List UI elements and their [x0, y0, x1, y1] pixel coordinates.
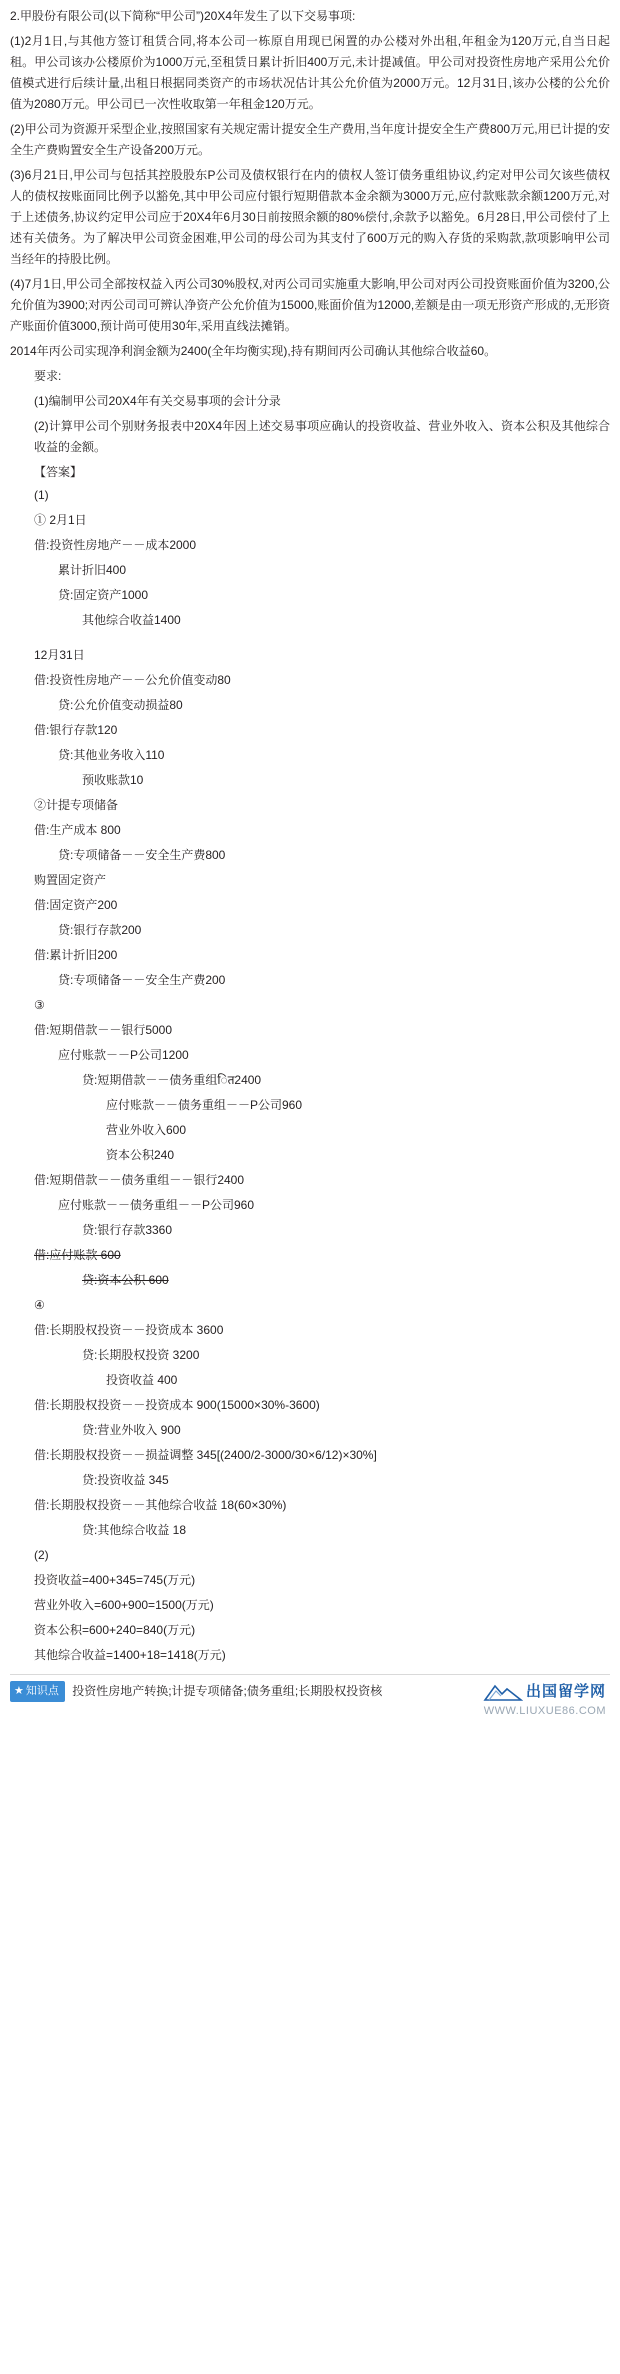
answer-line: 预收账款10	[82, 773, 144, 787]
answer-line: 贷:公允价值变动损益80	[58, 698, 183, 712]
question-body	[10, 6, 610, 458]
spacer	[10, 635, 610, 645]
mountain-logo-icon	[483, 1680, 523, 1705]
answer-line: ③	[34, 998, 45, 1012]
answer-line: 借:投资性房地产－－公允价值变动80	[34, 673, 231, 687]
answer-line: ④	[34, 1298, 45, 1312]
requirement-item: (1)编制甲公司20X4年有关交易事项的会计分录	[34, 394, 281, 408]
answer-line: 借:长期股权投资－－其他综合收益 18(60×30%)	[34, 1498, 287, 1512]
answer-line: (1)	[34, 488, 49, 502]
answer-line-struck: 贷:资本公积 600	[82, 1273, 169, 1287]
answer-body	[10, 485, 610, 1666]
answer-line: 贷:银行存款200	[58, 923, 142, 937]
answer-line: 营业外收入=600+900=1500(万元)	[34, 1598, 214, 1612]
answer-line: 营业外收入600	[106, 1123, 187, 1137]
answer-line: 借:累计折旧200	[34, 948, 118, 962]
badge-label: 知识点	[25, 1685, 59, 1698]
watermark-site-name: 出国留学网	[525, 1682, 606, 1700]
answer-line: 贷:专项储备－－安全生产费800	[58, 848, 226, 862]
answer-line: 借:短期借款－－债务重组－－银行2400	[34, 1173, 245, 1187]
question-paragraph: (2)甲公司为资源开采型企业,按照国家有关规定需计提安全生产费用,当年度计提安全生产费800万元,用已计提的安全生产费购置安全生产设备200万元。	[10, 122, 610, 157]
answer-line: 贷:投资收益 345	[82, 1473, 169, 1487]
answer-line: 应付账款－－债务重组－－P公司960	[58, 1198, 255, 1212]
answer-line: 贷:专项储备－－安全生产费200	[58, 973, 226, 987]
answer-line: 借:生产成本 800	[34, 823, 121, 837]
answer-line: 借:长期股权投资－－损益调整 345[(2400/2-3000/30×6/12)×30%]	[34, 1448, 377, 1462]
answer-line: 贷:短期借款－－债务重组ित2400	[82, 1073, 262, 1087]
answer-line: (2)	[34, 1548, 49, 1562]
answer-line: 借:投资性房地产－－成本2000	[34, 538, 197, 552]
knowledge-point-footer	[10, 1674, 610, 1719]
answer-line: 资本公积240	[106, 1148, 175, 1162]
answer-line: 借:银行存款120	[34, 723, 118, 737]
answer-line: 贷:其他综合收益 18	[82, 1523, 187, 1537]
answer-title: 【答案】	[34, 465, 83, 479]
question-paragraph: (3)6月21日,甲公司与包括其控股股东P公司及债权银行在内的债权人签订债务重组协议,约定对甲公司欠该些债权人的债权按账面同比例予以豁免,其中甲公司应付银行短期借款本金余额为3000万元,应付款账款余额1200万元,对于上述债务,协议约定甲公司应于20X4年6月30日前按照余额的80%偿付,余款予以豁免。6月28日,甲公司偿付了上述有关债务。为了解决甲公司资金困难,甲公司的母公司为其支付了600万元的购入存货的采购款,款项影响甲公司当经年的持股比例。	[10, 168, 610, 266]
star-icon: ★	[14, 1685, 24, 1698]
answer-line: 应付账款－－P公司1200	[58, 1048, 189, 1062]
answer-line: 资本公积=600+240=840(万元)	[34, 1623, 196, 1637]
requirement-heading: 要求:	[34, 369, 62, 383]
answer-line: 贷:长期股权投资 3200	[82, 1348, 200, 1362]
answer-line: ① 2月1日	[34, 513, 87, 527]
answer-line: 其他综合收益=1400+18=1418(万元)	[34, 1648, 226, 1662]
answer-line: 12月31日	[34, 648, 85, 662]
answer-line: 借:长期股权投资－－投资成本 900(15000×30%-3600)	[34, 1398, 320, 1412]
requirement-item: (2)计算甲公司个别财务报表中20X4年因上述交易事项应确认的投资收益、营业外收入、资本公积及其他综合收益的金额。	[34, 419, 610, 454]
answer-line: 投资收益 400	[106, 1373, 178, 1387]
answer-line: 借:长期股权投资－－投资成本 3600	[34, 1323, 224, 1337]
answer-line: 投资收益=400+345=745(万元)	[34, 1573, 196, 1587]
answer-line: 贷:营业外收入 900	[82, 1423, 181, 1437]
answer-line: 贷:其他业务收入110	[58, 748, 165, 762]
answer-line-struck: 借:应付账款 600	[34, 1248, 121, 1262]
knowledge-point-badge	[10, 1681, 65, 1702]
watermark	[483, 1680, 606, 1717]
answer-line: 应付账款－－债务重组－－P公司960	[106, 1098, 303, 1112]
answer-line: 借:短期借款－－银行5000	[34, 1023, 173, 1037]
question-paragraph: (4)7月1日,甲公司全部按权益入丙公司30%股权,对丙公司司实施重大影响,甲公司对丙公司投资账面价值为3200,公允价值为3900;对丙公司司可辨认净资产公允价值为15000,账面价值为12000,差额是由一项无形资产形成的,无形资产账面价值3000,预计尚可使用30年,采用直线法摊销。	[10, 277, 610, 333]
answer-line: 借:固定资产200	[34, 898, 118, 912]
answer-line: 贷:银行存款3360	[82, 1223, 173, 1237]
question-paragraph: 2.甲股份有限公司(以下简称“甲公司”)20X4年发生了以下交易事项:	[10, 9, 356, 23]
question-paragraph: (1)2月1日,与其他方签订租赁合同,将本公司一栋原自用现已闲置的办公楼对外出租,年租金为120万元,自当日起租。甲公司该办公楼原价为1000万元,至租赁日累计折旧400万元,未计提减值。甲公司对投资性房地产采用公允价值模式进行后续计量,出租日根据同类资产的市场状况估计其公允价值为2000万元。12月31日,该办公楼的公允价值为2080万元。甲公司已一次性收取第一年租金120万元。	[10, 34, 611, 111]
answer-line: 贷:固定资产1000	[58, 588, 149, 602]
answer-line: 其他综合收益1400	[82, 613, 181, 627]
answer-line: 购置固定资产	[34, 873, 107, 887]
knowledge-point-text: 投资性房地产转换;计提专项储备;债务重组;长期股权投资核	[72, 1684, 383, 1698]
answer-line: ②计提专项储备	[34, 798, 119, 812]
question-paragraph: 2014年丙公司实现净利润金额为2400(全年均衡实现),持有期间丙公司确认其他综合收益60。	[10, 344, 497, 358]
answer-line: 累计折旧400	[58, 563, 127, 577]
watermark-url: WWW.LIUXUE86.COM	[483, 1704, 606, 1717]
